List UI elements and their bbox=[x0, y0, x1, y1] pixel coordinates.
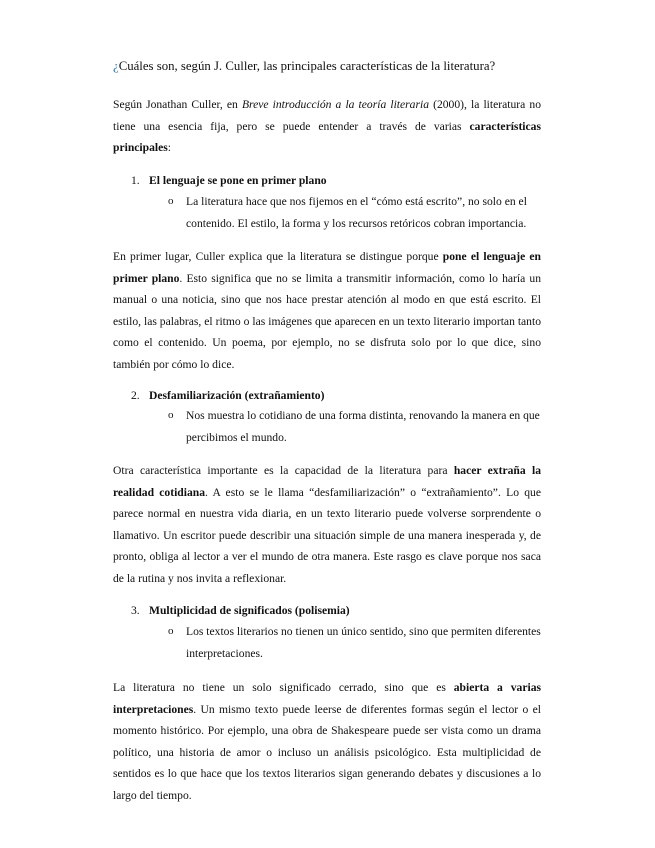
list-item-3-heading bbox=[131, 601, 541, 621]
para-bold: pone el lenguaje en primer plano bbox=[113, 250, 542, 285]
bullet-text: Los textos literarios no tienen un único sentido, sino que permiten diferentes interpretaciones. bbox=[186, 625, 541, 660]
para-bold: abierta a varias interpretaciones bbox=[113, 681, 542, 716]
list-item-3-bullet bbox=[168, 621, 541, 664]
list-item-1-heading bbox=[131, 171, 541, 191]
para-text: En primer lugar, Culler explica que la literatura se distingue porque bbox=[113, 250, 443, 263]
list-heading-text: Desfamiliarización (extrañamiento) bbox=[149, 389, 325, 402]
intro-paragraph bbox=[113, 94, 541, 159]
bullet-text: Nos muestra lo cotidiano de una forma distinta, renovando la manera en que percibimos el mundo. bbox=[186, 409, 540, 444]
bullet-mark: o bbox=[168, 195, 174, 207]
para-text: La literatura no tiene un solo significado cerrado, sino que es bbox=[113, 681, 454, 694]
title-question-mark: ¿ bbox=[113, 59, 119, 73]
bullet-mark: o bbox=[168, 625, 174, 637]
book-title: Breve introducción a la teoría literaria bbox=[241, 98, 429, 111]
list-number: 2. bbox=[131, 389, 140, 402]
section-2-paragraph bbox=[113, 460, 541, 590]
list-item-1-bullet bbox=[168, 191, 541, 234]
para-text: . Un mismo texto puede leerse de diferentes formas según el lector o el momento histórico. Por ejemplo, una obra de Shakespeare puede ser vista como un drama político, una historia de amor o incluso un análisis psicológico. Esta multiplicidad de sentidos es lo que hace que los textos literarios sigan generando debates y discusiones a lo largo del tiempo. bbox=[113, 702, 541, 802]
list-heading-text: Multiplicidad de significados (polisemia) bbox=[149, 604, 350, 617]
intro-text-3: : bbox=[167, 141, 171, 155]
section-1-paragraph bbox=[113, 246, 541, 376]
page-title bbox=[113, 57, 553, 75]
intro-text-2: (2000), la literatura no tiene una esencia fija, pero se puede entender a través de varias bbox=[113, 98, 541, 133]
para-text: . A esto se le llama “desfamiliarización” o “extrañamiento”. Lo que parece normal en nuestra vida diaria, en un texto literario puede volverse sorprendente o llamativo. Un escritor puede describir una situación simple de una manera inesperada y, de pronto, obliga al lector a ver el mundo de otra manera. Este rasgo es clave porque nos saca de la rutina y nos invita a reflexionar. bbox=[113, 485, 541, 585]
title-text: Cuáles son, según J. Culler, las principales características de la literatura? bbox=[118, 59, 496, 73]
bullet-mark: o bbox=[168, 409, 174, 421]
para-bold: hacer extraña la realidad cotidiana bbox=[113, 464, 541, 499]
intro-bold: características principales bbox=[113, 119, 541, 155]
para-text: . Esto significa que no se limita a transmitir información, como lo haría un manual o una noticia, sino que nos hace prestar atención al modo en que está escrito. El estilo, las palabras, el ritmo o las imágenes que aparecen en un texto literario importan tanto como el contenido. Un poema, por ejemplo, no se disfruta solo por lo que dice, sino también por cómo lo dice. bbox=[113, 271, 541, 371]
list-heading-text: El lenguaje se pone en primer plano bbox=[149, 174, 327, 187]
section-3-paragraph bbox=[113, 677, 541, 807]
intro-text-1: Según Jonathan Culler, en bbox=[113, 98, 242, 111]
bullet-text: La literatura hace que nos fijemos en el “cómo está escrito”, no solo en el contenido. El estilo, la forma y los recursos retóricos cobran importancia. bbox=[186, 195, 527, 230]
list-number: 1. bbox=[131, 174, 140, 187]
list-number: 3. bbox=[131, 604, 140, 617]
para-text: Otra característica importante es la capacidad de la literatura para bbox=[113, 464, 454, 477]
list-item-2-bullet bbox=[168, 405, 541, 448]
list-item-2-heading bbox=[131, 386, 541, 406]
